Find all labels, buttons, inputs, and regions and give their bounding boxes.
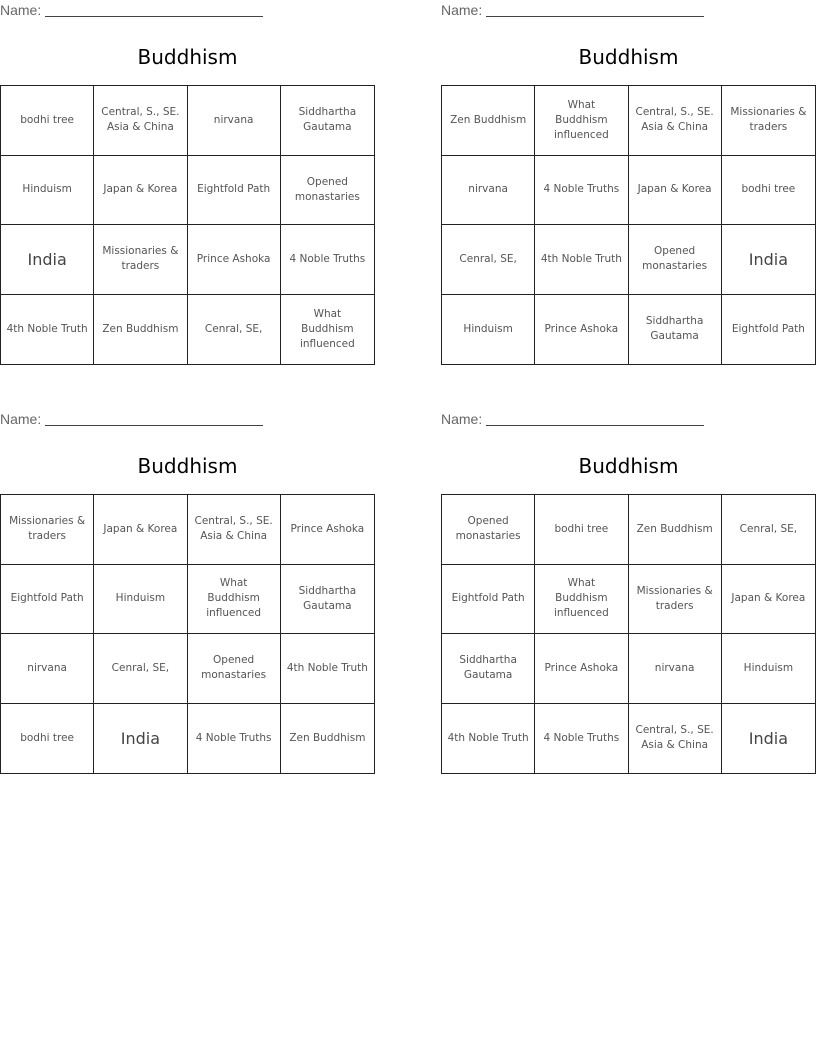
bingo-cell: bodhi tree <box>722 156 815 226</box>
bingo-cell: 4 Noble Truths <box>535 704 628 774</box>
bingo-cell: Opened monastaries <box>442 495 535 565</box>
bingo-cell: Cenral, SE, <box>722 495 815 565</box>
name-label: Name: <box>441 411 483 427</box>
bingo-cell: Cenral, SE, <box>442 225 535 295</box>
name-blank[interactable] <box>486 411 704 426</box>
bingo-cell: Japan & Korea <box>722 565 815 635</box>
card-title: Buddhism <box>578 454 679 478</box>
bingo-cell: Zen Buddhism <box>94 295 187 365</box>
bingo-cell: Eightfold Path <box>1 565 94 635</box>
bingo-cell: bodhi tree <box>1 704 94 774</box>
card-title: Buddhism <box>137 45 238 69</box>
bingo-cell: Prince Ashoka <box>188 225 281 295</box>
bingo-cell: Eightfold Path <box>731 322 805 335</box>
bingo-cell: Prince Ashoka <box>535 295 628 365</box>
bingo-grid <box>441 494 816 774</box>
bingo-cell: Japan & Korea <box>629 156 722 226</box>
bingo-cell: Central, S., SE. Asia & China <box>94 86 187 156</box>
bingo-cell: What Buddhism influenced <box>535 565 628 635</box>
bingo-cell: Siddhartha Gautama <box>281 565 374 635</box>
bingo-grid <box>441 85 816 365</box>
name-label: Name: <box>0 411 42 427</box>
bingo-cell: Central, S., SE. Asia & China <box>629 704 722 774</box>
bingo-cell: Cenral, SE, <box>94 634 187 704</box>
bingo-cell: 4th Noble Truth <box>281 634 374 704</box>
bingo-cell: India <box>94 704 187 774</box>
bingo-cell: 4 Noble Truths <box>535 156 628 226</box>
bingo-cell: Hinduism <box>94 565 187 635</box>
name-line <box>0 411 263 431</box>
name-line <box>0 2 263 22</box>
bingo-cell: Hinduism <box>722 634 815 704</box>
bingo-cell: Missionaries & traders <box>722 86 815 156</box>
bingo-cell: nirvana <box>629 634 722 704</box>
bingo-cell: Hinduism <box>442 295 535 365</box>
bingo-cell: Missionaries & traders <box>94 225 187 295</box>
bingo-cell: Zen Buddhism <box>289 731 366 744</box>
bingo-cell: 4th Noble Truth <box>1 295 94 365</box>
bingo-cell: Central, S., SE. Asia & China <box>188 495 281 565</box>
bingo-cell: Siddhartha Gautama <box>442 634 535 704</box>
bingo-cell: What Buddhism influenced <box>299 307 355 350</box>
bingo-cell: India <box>1 225 94 295</box>
name-label: Name: <box>0 2 42 18</box>
bingo-cell: What Buddhism influenced <box>535 86 628 156</box>
bingo-grid <box>0 85 375 365</box>
bingo-cell: Missionaries & traders <box>629 565 722 635</box>
bingo-cell: nirvana <box>188 86 281 156</box>
bingo-cell: Prince Ashoka <box>281 495 374 565</box>
bingo-cell: Japan & Korea <box>94 495 187 565</box>
bingo-cell: India <box>722 225 815 295</box>
name-label: Name: <box>441 2 483 18</box>
bingo-cell: Siddhartha Gautama <box>281 86 374 156</box>
bingo-cell: Eightfold Path <box>442 565 535 635</box>
bingo-cell: bodhi tree <box>1 86 94 156</box>
bingo-cell: Japan & Korea <box>94 156 187 226</box>
bingo-cell: bodhi tree <box>535 495 628 565</box>
bingo-cell: What Buddhism influenced <box>188 565 281 635</box>
bingo-cell: nirvana <box>442 156 535 226</box>
bingo-cell: nirvana <box>1 634 94 704</box>
name-blank[interactable] <box>486 2 704 17</box>
name-blank[interactable] <box>45 2 263 17</box>
bingo-cell: Missionaries & traders <box>1 495 94 565</box>
bingo-cell: Eightfold Path <box>188 156 281 226</box>
bingo-cell: 4 Noble Truths <box>188 704 281 774</box>
bingo-cell: Siddhartha Gautama <box>629 295 722 365</box>
bingo-cell: Central, S., SE. Asia & China <box>629 86 722 156</box>
bingo-cell: Hinduism <box>1 156 94 226</box>
bingo-grid <box>0 494 375 774</box>
name-blank[interactable] <box>45 411 263 426</box>
bingo-cell: Opened monastaries <box>629 225 722 295</box>
bingo-cell: Prince Ashoka <box>535 634 628 704</box>
bingo-cell: Cenral, SE, <box>188 295 281 365</box>
bingo-cell: 4 Noble Truths <box>281 225 374 295</box>
name-line <box>441 411 704 431</box>
bingo-cell: India <box>748 728 788 748</box>
bingo-cell: Zen Buddhism <box>629 495 722 565</box>
bingo-cell: 4th Noble Truth <box>442 704 535 774</box>
card-title: Buddhism <box>578 45 679 69</box>
name-line <box>441 2 704 22</box>
card-title: Buddhism <box>137 454 238 478</box>
bingo-cell: 4th Noble Truth <box>535 225 628 295</box>
bingo-cell: Opened monastaries <box>188 634 281 704</box>
bingo-cell: Zen Buddhism <box>442 86 535 156</box>
bingo-cell: Opened monastaries <box>281 156 374 226</box>
